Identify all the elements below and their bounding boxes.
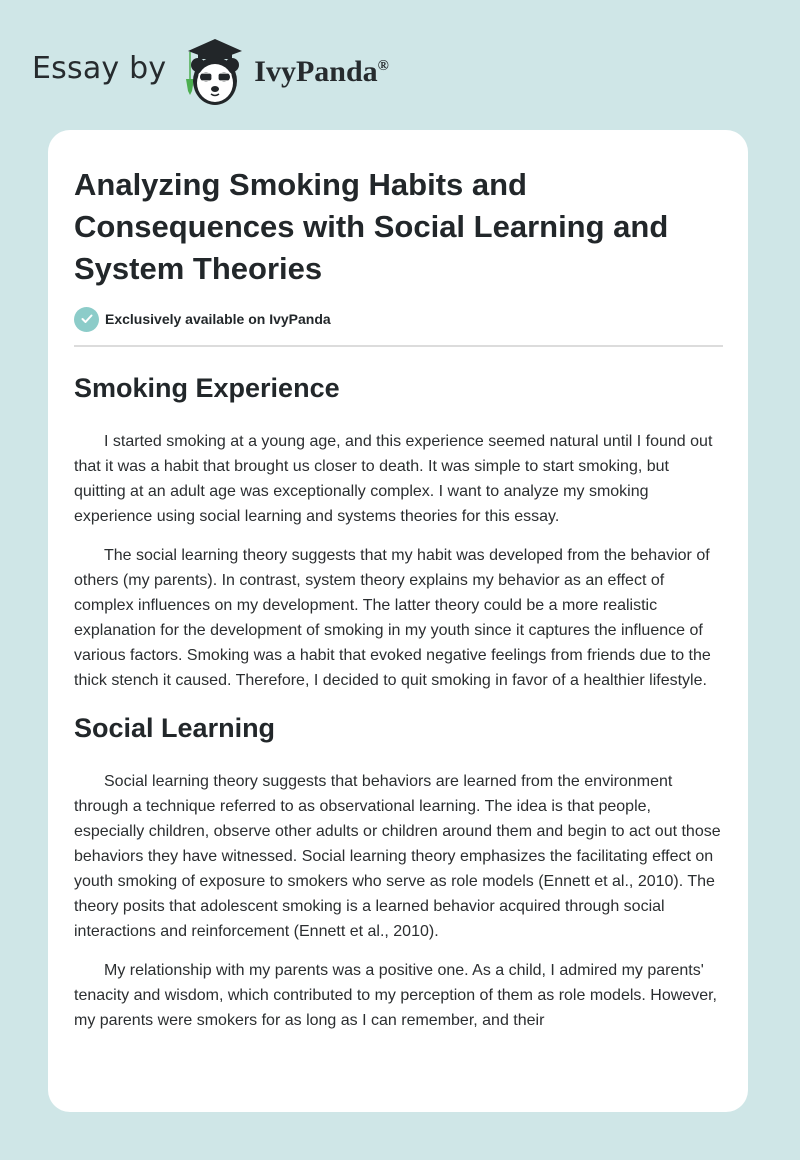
paragraph: I started smoking at a young age, and this experience seemed natural until I found out that it was a habit that brought us closer to death. It was simple to start smoking, but quitting at an adult age was exceptionally complex. I want to analyze my smoking experience using social learning and systems theories for this essay. (74, 433, 713, 525)
paragraph: My relationship with my parents was a positive one. As a child, I admired my parents' tenacity and wisdom, which contributed to my perception of them as role models. However, my parents were smokers for as long as I can remember, and their (74, 962, 717, 1029)
paragraph: The social learning theory suggests that my habit was developed from the behavior of others (my parents). In contrast, system theory explains my behavior as an effect of complex influences on my development. The latter theory could be a more realistic explanation for the development of smoking in my youth since it captures the influence of various factors. Smoking was a habit that evoked negative feelings from friends due to the thick stench it caused. Therefore, I decided to quit smoking in favor of a healthier lifestyle. (74, 547, 711, 689)
exclusive-text: Exclusively available on IvyPanda (105, 311, 331, 327)
paragraph: Social learning theory suggests that behaviors are learned from the environment through a technique referred to as observational learning. The idea is that people, especially children, observe other adults or children around them and begin to act out those behaviors they have witnessed. Social learning theory emphasizes the facilitating effect on youth smoking of exposure to smokers who serve as role models (Ennett et al., 2010). The theory posits that adolescent smoking is a learned behavior acquired through social interactions and reinforcement (Ennett et al., 2010). (74, 773, 721, 940)
divider (74, 345, 723, 347)
brand-header[interactable] (32, 36, 389, 106)
brand-prefix: Essay by (32, 50, 167, 86)
panda-graduate-icon (184, 35, 246, 107)
essay-title: Analyzing Smoking Habits and Consequences with Social Learning and System Theories (74, 167, 669, 286)
brand-name: IvyPanda® (254, 55, 389, 88)
exclusive-badge (74, 306, 722, 332)
check-circle-icon (74, 307, 99, 332)
section-heading: Social Learning (74, 713, 276, 743)
section-heading: Smoking Experience (74, 373, 340, 403)
essay-card (48, 130, 748, 1112)
